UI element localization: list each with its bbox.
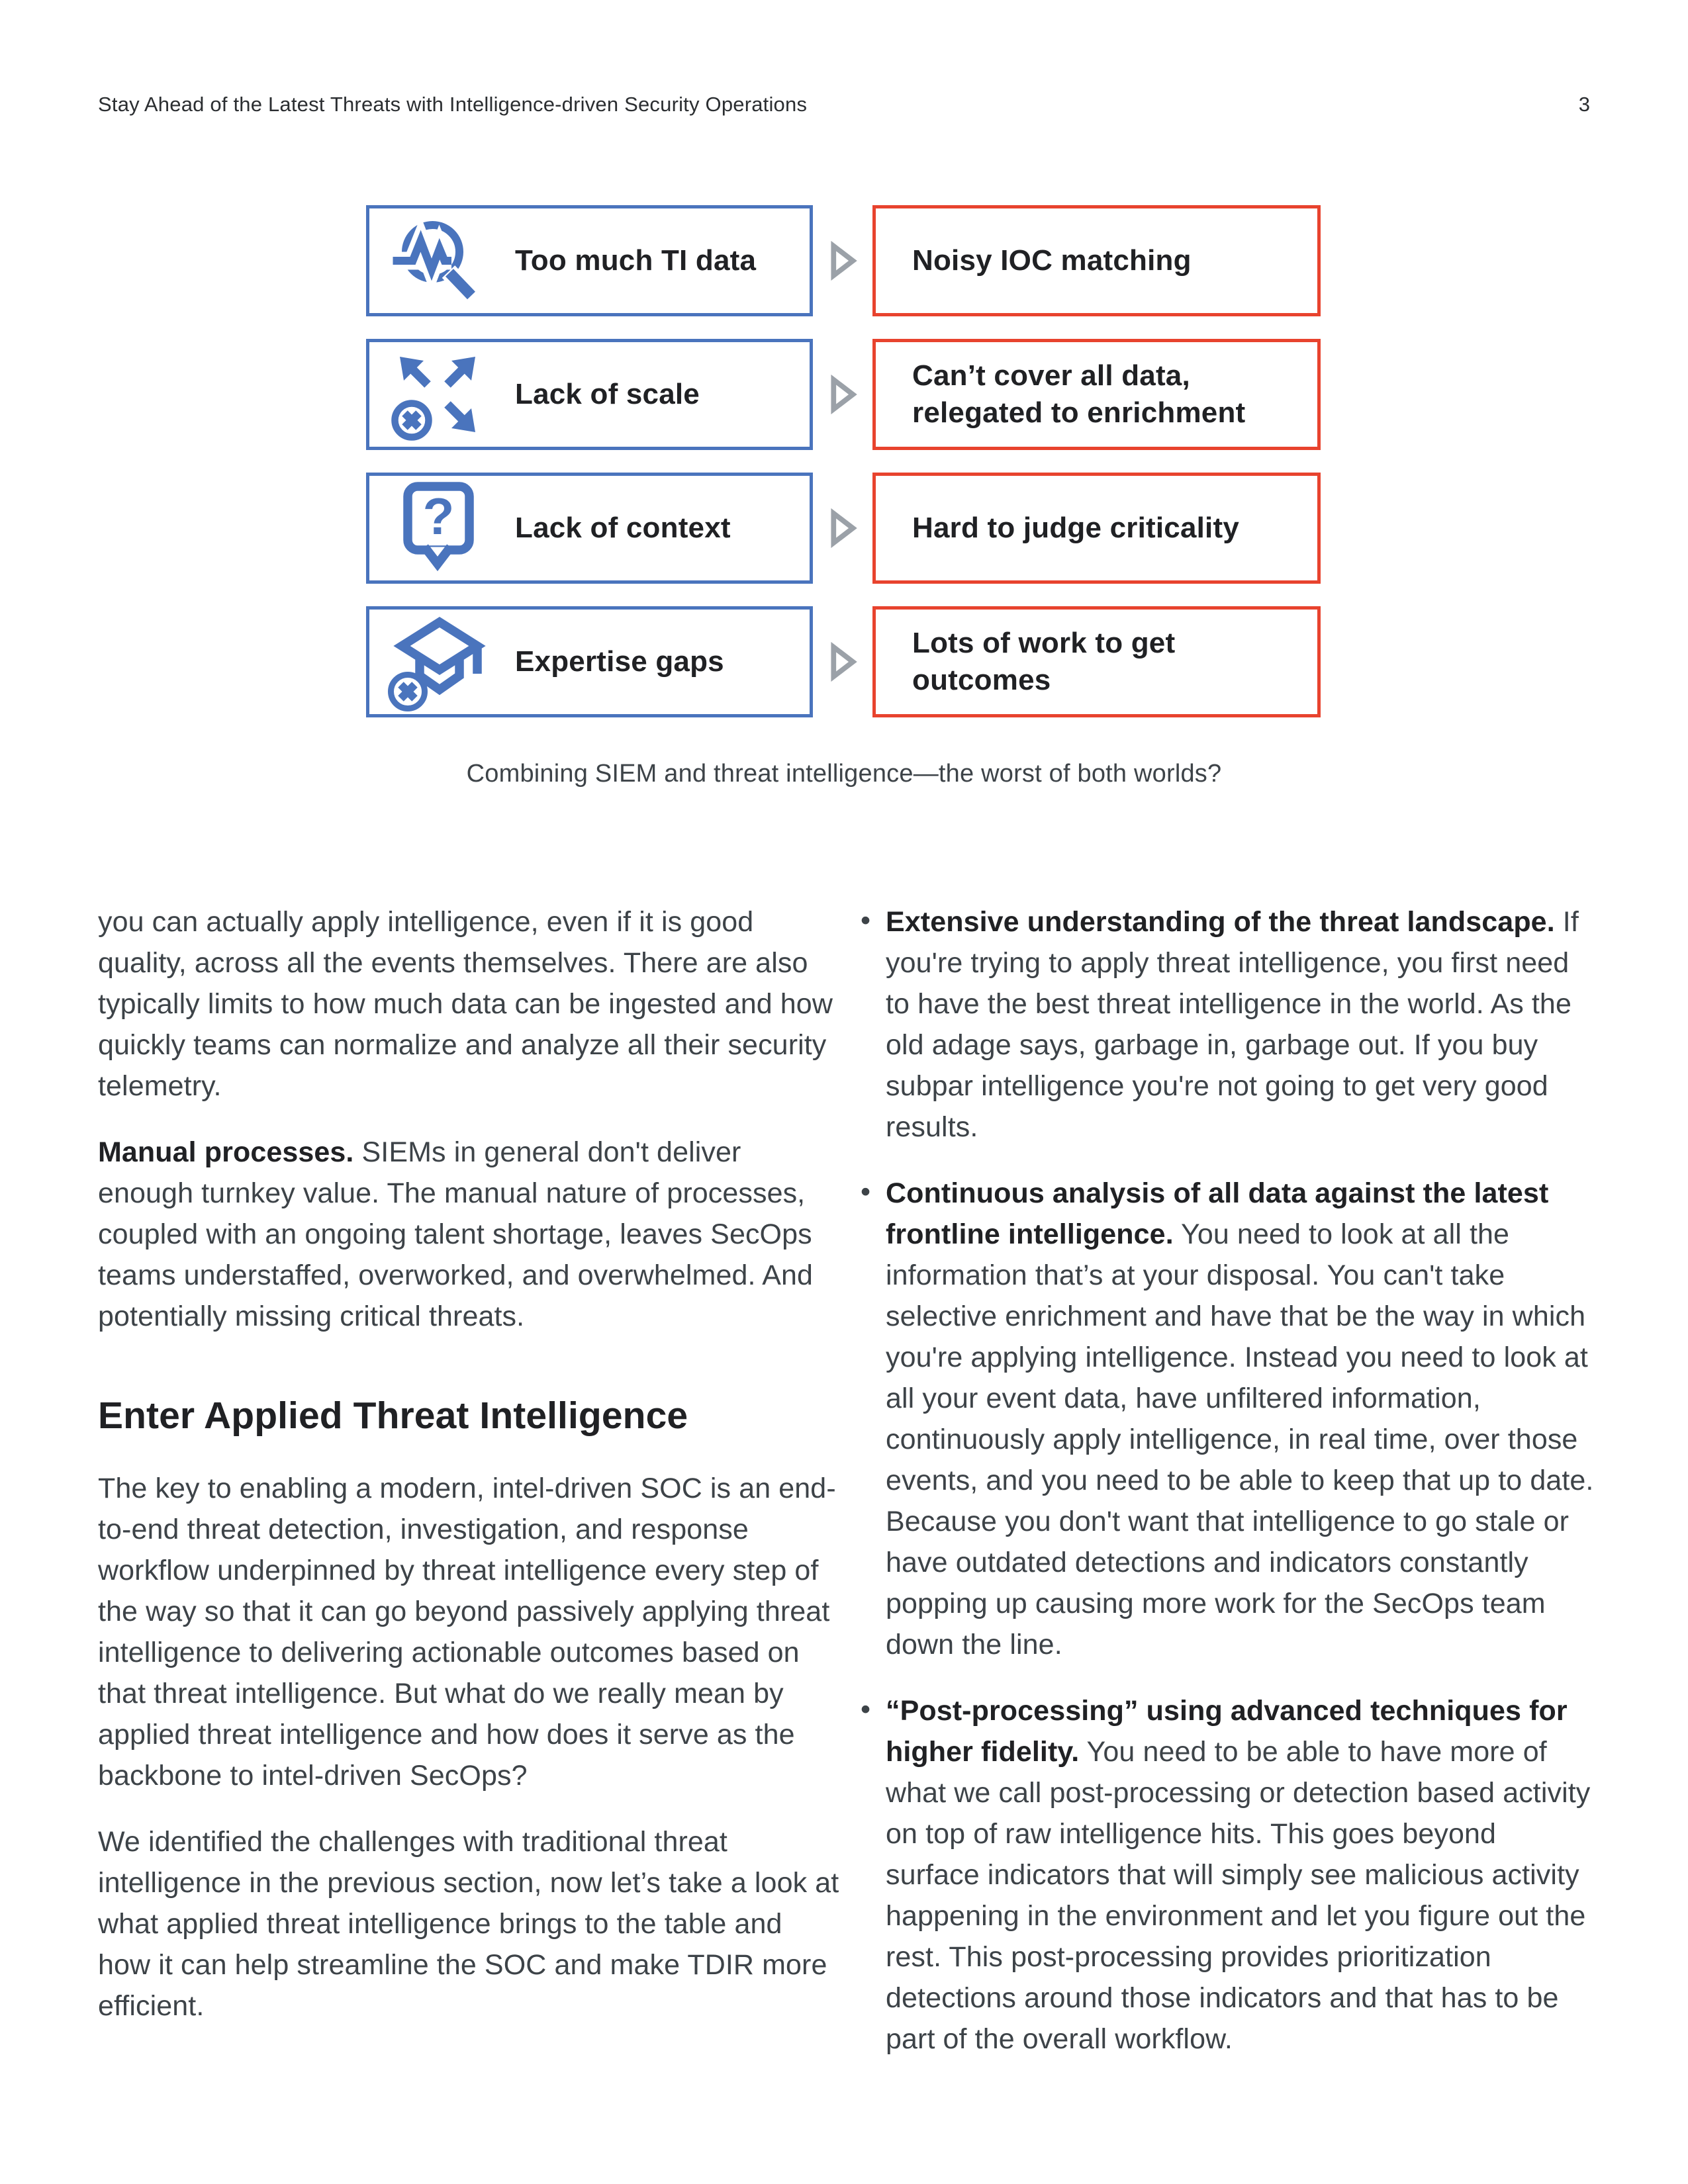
bullet-marker: • bbox=[861, 1176, 871, 1208]
svg-text:?: ? bbox=[422, 487, 455, 545]
flow-arrow-icon bbox=[827, 642, 859, 682]
bullet-text: You need to be able to have more of what we call post-processing or detection based activity on top of raw intelligence hits. This goes beyond surface indicators that will simply see malicious activity happening in the environment and let you figure out the rest. This post-processing provides prioritization detections around those indicators and that has to be part of the overall workflow. bbox=[886, 1736, 1591, 2055]
paragraph: The key to enabling a modern, intel-driven SOC is an end-to-end threat detection, investigation, and response workflow underpinned by threat intelligence every step of the way so that it can go beyond passively applying threat intelligence to delivering actionable outcomes based on that threat intelligence. But what do we really mean by applied threat intelligence and how does it serve as the backbone to intel-driven SecOps? bbox=[98, 1473, 836, 1792]
problem-label: Lack of scale bbox=[515, 378, 700, 410]
consequence-label: Hard to judge criticality bbox=[912, 512, 1239, 544]
consequence-box-noisy-ioc bbox=[872, 205, 1321, 316]
paragraph-text: SIEMs in general don't deliver enough turnkey value. The manual nature of processes, coupled with an ongoing talent shortage, leaves SecOps teams understaffed, overworked, and overwhelmed. And potentially missing critical threats. bbox=[98, 1136, 814, 1332]
problem-label: Too much TI data bbox=[515, 244, 757, 277]
problem-label: Expertise gaps bbox=[515, 645, 724, 678]
bullet-lead: Extensive understanding of the threat landscape. bbox=[886, 906, 1555, 938]
problem-label: Lack of context bbox=[515, 512, 731, 544]
bullet-marker: • bbox=[861, 905, 871, 936]
consequence-box-lots-of-work bbox=[872, 606, 1321, 717]
bullet-lead: “Post-processing” using advanced techniques for higher fidelity. bbox=[886, 1695, 1568, 1768]
consequence-label: Lots of work to get outcomes bbox=[912, 627, 1176, 696]
consequence-label: Noisy IOC matching bbox=[912, 244, 1192, 277]
body-left-column bbox=[98, 901, 841, 2052]
figure-caption: Combining SIEM and threat intelligence—the worst of both worlds? bbox=[466, 760, 1222, 788]
pulse-magnifier-icon bbox=[388, 211, 487, 310]
consequence-box-criticality bbox=[872, 473, 1321, 584]
bullet-item bbox=[861, 1690, 1594, 2060]
problem-box-expertise-gaps bbox=[366, 606, 813, 717]
consequence-box-cant-cover bbox=[872, 339, 1321, 450]
paragraph-lead: Manual processes. bbox=[98, 1136, 354, 1168]
running-header-title: Stay Ahead of the Latest Threats with Intelligence-driven Security Operations bbox=[98, 93, 808, 116]
section-heading: Enter Applied Threat Intelligence bbox=[98, 1394, 688, 1437]
flow-arrow-icon bbox=[827, 375, 859, 414]
problem-box-too-much-ti-data bbox=[366, 205, 813, 316]
bullet-marker: • bbox=[861, 1694, 871, 1725]
flow-arrow-icon bbox=[827, 241, 859, 281]
bullet-lead: Continuous analysis of all data against the latest frontline intelligence. bbox=[886, 1177, 1549, 1250]
expand-arrows-blocked-icon bbox=[388, 345, 487, 444]
bullet-text: If you're trying to apply threat intelligence, you first need to have the best threat intelligence in the world. As the old adage says, garbage in, garbage out. If you buy subpar intelligence you're not going to get very good results. bbox=[886, 906, 1579, 1143]
problem-box-lack-of-scale bbox=[366, 339, 813, 450]
graduation-cap-blocked-icon bbox=[388, 612, 487, 711]
consequence-label: Can’t cover all data, relegated to enrichment bbox=[912, 359, 1246, 429]
flow-arrow-icon bbox=[827, 508, 859, 548]
bullet-text: You need to look at all the information that’s at your disposal. You can't take selective enrichment and have that be the way in which you're applying intelligence. Instead you need to look at all your event data, have unfiltered information, continuously apply intelligence, in real time, over those events, and you need to be able to keep that up to date. Because you don't want that intelligence to go stale or have outdated detections and indicators constantly popping up causing more work for the SecOps team down the line. bbox=[886, 1218, 1594, 1661]
body-right-column bbox=[861, 901, 1594, 2085]
problem-box-lack-of-context bbox=[366, 473, 813, 584]
paragraph: you can actually apply intelligence, even if it is good quality, across all the events themselves. There are also typically limits to how much data can be ingested and how quickly teams can normalize and analyze all their security telemetry. bbox=[98, 906, 833, 1102]
bullet-item bbox=[861, 901, 1594, 1148]
question-bubble-icon bbox=[388, 478, 487, 578]
bullet-item bbox=[861, 1173, 1594, 1665]
paragraph: We identified the challenges with traditional threat intelligence in the previous section, now let’s take a look at what applied threat intelligence brings to the table and how it can help streamline the SOC and make TDIR more efficient. bbox=[98, 1826, 839, 2022]
page-header bbox=[98, 93, 1590, 116]
page-number: 3 bbox=[1578, 93, 1590, 116]
paragraph bbox=[98, 1132, 841, 1337]
